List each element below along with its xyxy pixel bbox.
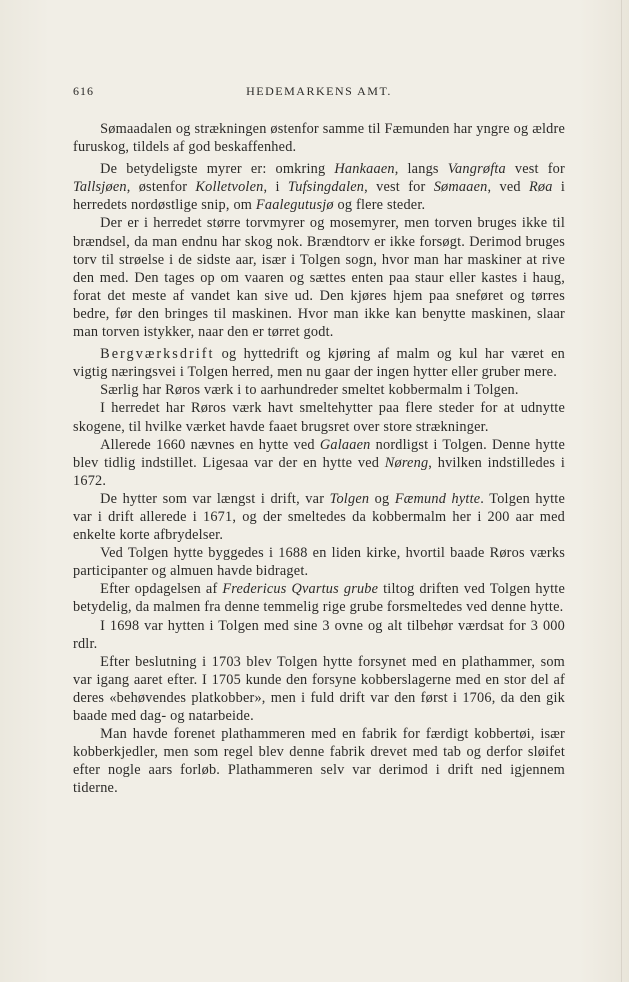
- paragraph-4: Bergværksdrift og hyttedrift og kjøring af malm og kul har været en vigtig næringsvei i Tolgen herred, men nu gaar der ingen hytter eller gruber mere.: [73, 346, 565, 381]
- mine-name: Fredericus Qvartus grube: [222, 581, 379, 598]
- paragraph-9: Ved Tolgen hytte byggedes i 1688 en liden kirke, hvortil baade Røros værks participanter og almuen havde bidraget.: [73, 545, 565, 580]
- paragraph-1: Sømaadalen og strækningen østenfor samme til Fæmunden har yngre og ældre furuskog, tildels af god beskaffenhed.: [73, 121, 565, 156]
- place-name: Hankaaen: [334, 161, 395, 178]
- paragraph-2: De betydeligste myrer er: omkring Hankaaen, langs Vangrøfta vest for Tallsjøen, østenfor Kolletvolen, i Tufsingdalen, vest for Sømaaen, ved Røa i herredets nordøstlige snip, om Faalegutusjø og flere steder.: [73, 161, 565, 214]
- paragraph-5: Særlig har Røros værk i to aarhundreder smeltet kobbermalm i Tolgen.: [100, 382, 519, 399]
- paragraph-3: Der er i herredet større torvmyrer og mosemyrer, men torven bruges ikke til brændsel, da man endnu har skog nok. Brændtorv er ikke forsøgt. Derimod bruges torv til strøelse i de sidste aar, især i Tolgen sogn, hvor man har maskiner at rive den med. Den tages op om vaaren og sættes enten paa staur eller kastes i haug, forat det meste af vandet kan sive ud. Den kjøres hjem paa sneføret og tørres bedre, før den bringes til maskinen. Hvor man ikke kan benytte maskinen, slaar man torven istykker, naar den er tørret godt.: [73, 215, 565, 341]
- place-name: Faalegutusjø: [255, 197, 334, 214]
- body-text: [73, 120, 565, 797]
- place-name: Tufsingdalen: [287, 179, 365, 196]
- place-name: Galaaen: [319, 436, 371, 453]
- place-name: Sømaaen: [433, 179, 488, 196]
- paragraph-6: I herredet har Røros værk havt smeltehytter paa flere steder for at udnytte skogene, til hvilke værket havde faaet brugsret over store strækninger.: [73, 400, 565, 435]
- paragraph-12: Efter beslutning i 1703 blev Tolgen hytte forsynet med en plathammer, som var igang aaret efter. I 1705 kunde den forsyne kobberslagerne med en stor del af deres «behøvendes platkobber», men i fuld drift var den først i 1706, da den gik baade med dag- og natarbeide.: [73, 653, 565, 724]
- paragraph-8: De hytter som var længst i drift, var Tolgen og Fæmund hytte. Tolgen hytte var i drift allerede i 1671, og der smeltedes da kobbermalm her i 200 aar med enkelte korte afbrydelser.: [73, 490, 565, 544]
- section-keyword: Bergværksdrift: [100, 346, 215, 363]
- paragraph-13: Man havde forenet plathammeren med en fabrik for færdigt kobbertøi, især kobberkjedler, men som regel blev denne fabrik drevet med tab og derfor sløifet efter nogle aars forløb. Plathammeren selv var derimod i drift ned igjennem tiderne.: [73, 726, 565, 797]
- page-edge: [621, 0, 622, 982]
- paragraph-11: I 1698 var hytten i Tolgen med sine 3 ovne og alt tilbehør værdsat for 3 000 rdlr.: [73, 617, 565, 652]
- place-name: Røa: [528, 179, 553, 196]
- place-name: Kolletvolen: [195, 179, 264, 196]
- place-name: Tolgen: [329, 490, 370, 507]
- place-name: Fæmund hytte: [394, 490, 481, 507]
- place-name: Vangrøfta: [447, 161, 506, 178]
- paragraph-10: Efter opdagelsen af Fredericus Qvartus grube tiltog driften ved Tolgen hytte betydelig, da malmen fra denne temmelig rige grube forsmeltedes ved denne hytte.: [73, 581, 565, 616]
- page-header: [73, 84, 565, 102]
- page-number: 616: [73, 84, 94, 98]
- place-name: Tallsjøen: [73, 179, 127, 196]
- place-name: Nøreng: [384, 454, 429, 471]
- running-head: HEDEMARKENS AMT.: [246, 84, 392, 98]
- paragraph-7: Allerede 1660 nævnes en hytte ved Galaaen nordligst i Tolgen. Denne hytte blev tidlig indstillet. Ligesaa var der en hytte ved Nøreng, hvilken indstilledes i 1672.: [73, 436, 566, 489]
